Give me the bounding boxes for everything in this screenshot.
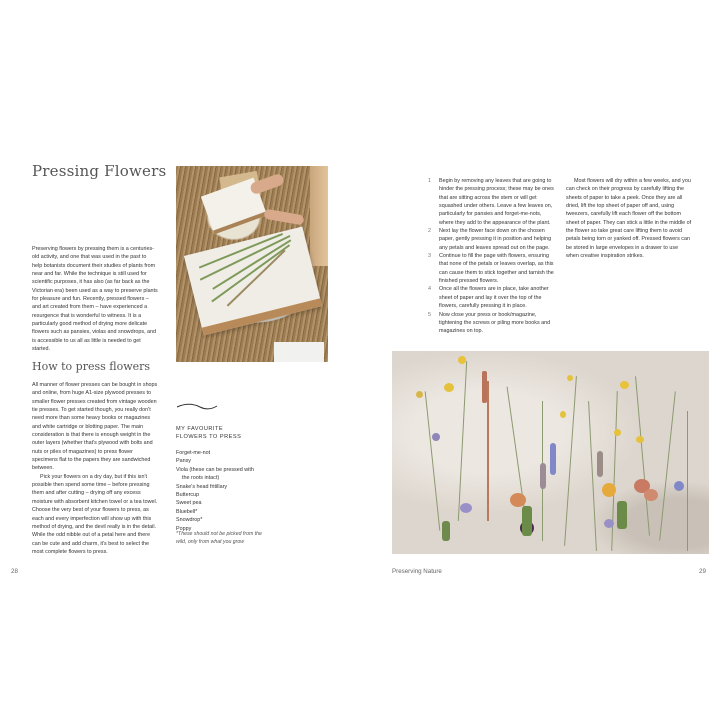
step-item: 5 Now close your press or book/magazine, tightening the screws or piling more books and magazines on top.: [428, 311, 551, 335]
decorative-swash-icon: [176, 401, 218, 411]
list-item: Poppy: [176, 525, 192, 532]
list-item: Buttercup: [176, 492, 200, 499]
pressing-steps-list: [428, 177, 554, 336]
step-item: 3 Continue to fill the page with flowers, ensuring that none of the petals or leaves overlap, as this can cause them to stick together and tarnish the finished pressed flowers.: [428, 253, 554, 285]
howto-paragraph-1: All manner of flower presses can be bought in shops and online, from huge A1-size plywood presses to smaller flower presses created from vintage wooden tie presses. To get started though, you really don't need more than some heavy books or magazines and white cartridge or blotting paper. The main consideration is that there is enough weight in the outer layers (whether that's plywood with bolts and nuts or piles of magazines) to press flower specimens flat to the papers they are sandwiched between.: [32, 382, 158, 472]
list-item: Snake's head fritillary: [176, 483, 228, 490]
list-item: Viola (these can be pressed with: [176, 466, 254, 473]
photo-hair: [310, 166, 328, 266]
step-item: 4 Once all the flowers are in place, take another sheet of paper and lay it over the top of the flowers, carefully pressing it in place.: [428, 286, 549, 310]
howto-section: [32, 381, 158, 556]
drying-paragraph: Most flowers will dry within a few weeks, and you can check on their progress by carefully lifting the sheets of paper to take a peek. Once they are all dried, lift the top sheet of paper off and, using tweezers, carefully lift each flower off the bottom sheet of paper. They can stick a little in the middle of the flower so take great care lifting them to avoid petals being torn or yanked off. Pressed flowers can be stored in large envelopes in a drawer to use when creative inspiration strikes.: [566, 178, 692, 260]
favourites-heading: MY FAVOURITE FLOWERS TO PRESS: [176, 426, 242, 441]
list-item: the roots intact): [182, 475, 220, 482]
list-item: Bluebell*: [176, 508, 198, 515]
step-item: 1 Begin by removing any leaves that are going to hinder the pressing process; these may be ones that are sitting across the stem or will get squashed under others. Leave a few leaves on, particularly for pansies and forget-me-nots, where they add to the appearance of the plant.: [428, 178, 554, 226]
list-item: Sweet pea: [176, 500, 202, 507]
howto-paragraph-2: Pick your flowers on a dry day, but if this isn't possible then spend some time – before pressing them and after cutting – drying off any excess moisture with absorbent kitchen towel or a tea towel. Choose the very best of your flowers to press, as each and every imperfection will show up with this method of drying, and the devil really is in the detail. While the odd nibble out of a petal here and there can be cute and add charm, it's best to select the most complete flowers to press.: [32, 473, 158, 555]
flower-press-photo: [176, 166, 328, 362]
intro-paragraph: Preserving flowers by pressing them is a centuries-old activity, and one that was used in the past to help botanists document their studies of plants from near and far. While the technique is still used for scientific purposes, it has also (as far back as the Victorian era) been used as a way to preserve plants for pleasure and fun. Recently, pressed flowers – and art created from them – have experienced a resurgence that is wonderful to witness. It is a particularly good method of drying more delicate flowers such as pansies, violas and snowdrops, and is accessible to us all as little is needed to get started.: [32, 246, 158, 353]
list-item: Snowdrop*: [176, 517, 203, 524]
photo-pressed-card: [274, 342, 324, 362]
favourite-flowers-list: [176, 449, 266, 533]
step-item: 2 Next lay the flower face down on the chosen paper, gently pressing it in position and helping any petals and leaves spread out on the page.: [428, 228, 552, 251]
section-heading: How to press flowers: [32, 360, 151, 373]
page-number-right: 29: [699, 568, 706, 575]
page-number-left: 28: [11, 568, 18, 575]
list-item: Forget-me-not: [176, 450, 211, 456]
photo-hand: [263, 209, 304, 226]
pressed-flowers-photo: [392, 351, 709, 554]
list-item: Pansy: [176, 458, 191, 465]
photo-grass-press: [184, 226, 322, 335]
page-title: Pressing Flowers: [32, 162, 167, 180]
running-footer: Preserving Nature: [392, 568, 442, 575]
footnote: *These should not be picked from the wild, only from what you grow: [176, 531, 262, 545]
